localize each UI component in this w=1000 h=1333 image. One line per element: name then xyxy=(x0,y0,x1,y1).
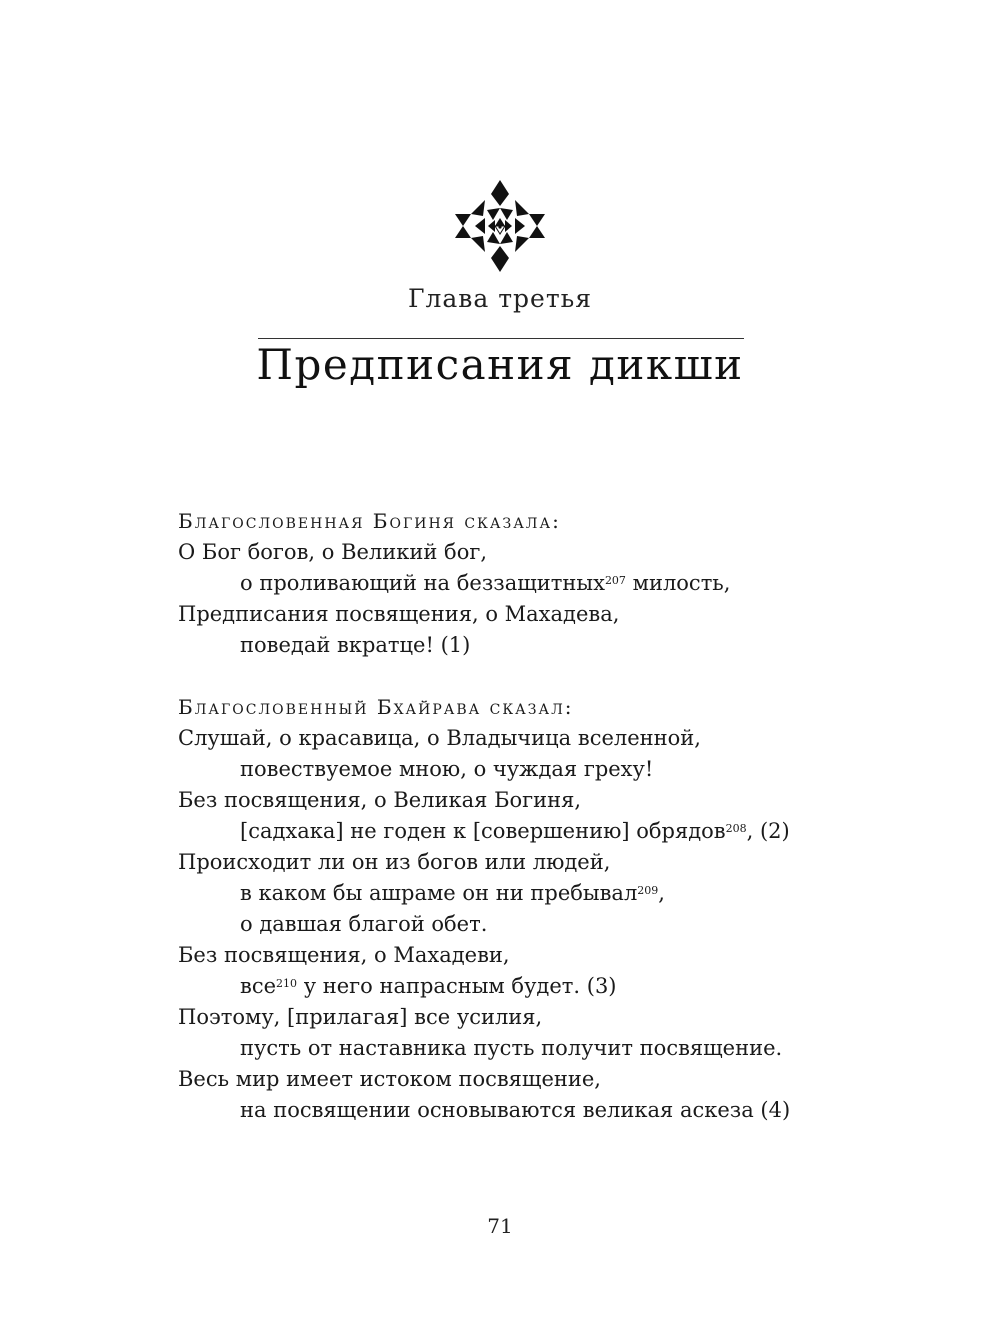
sri-yantra-icon xyxy=(455,180,545,272)
verse-line-text-after: у него напрасным будет. (3) xyxy=(297,974,617,998)
verse-line xyxy=(178,1002,878,1033)
verse-line xyxy=(178,568,878,599)
verse-block xyxy=(178,692,878,1126)
verse-line xyxy=(178,754,878,785)
verse-block xyxy=(178,506,878,661)
footnote-marker: 208 xyxy=(725,822,747,835)
verse-line-text: О Бог богов, о Великий бог, xyxy=(178,540,488,564)
verse-line xyxy=(178,909,878,940)
chapter-label: Глава третья xyxy=(407,284,593,313)
verse-line-text: Поэтому, [прилагая] все усилия, xyxy=(178,1005,543,1029)
footnote-marker: 207 xyxy=(604,574,626,587)
verse-line-text: о проливающий на беззащитных xyxy=(240,571,605,595)
verse-line-text: Предписания посвящения, о Махадева, xyxy=(178,602,620,626)
verse-line xyxy=(178,599,878,630)
verse-line xyxy=(178,878,878,909)
verse-line-text: поведай вкратце! (1) xyxy=(240,633,471,657)
verse-line-text: на посвящении основываются великая аскеза (4) xyxy=(240,1098,791,1122)
title-divider xyxy=(258,338,744,339)
verse-line xyxy=(178,1095,878,1126)
footnote-marker: 210 xyxy=(276,977,298,990)
verse-line xyxy=(178,940,878,971)
verse-line-text: повествуемое мною, о чуждая греху! xyxy=(240,757,654,781)
page-number: 71 xyxy=(487,1214,513,1238)
verse-line-text-after: , xyxy=(658,881,665,905)
footnote-marker: 209 xyxy=(637,884,659,897)
verse-line xyxy=(178,847,878,878)
verse-line xyxy=(178,630,878,661)
verse-line xyxy=(178,1033,878,1064)
verse-line-text-after: милость, xyxy=(625,571,731,595)
verse-line xyxy=(178,723,878,754)
verse-line-text: Происходит ли он из богов или людей, xyxy=(178,850,611,874)
speaker-heading: Благословенная Богиня сказала: xyxy=(178,509,561,533)
verse-line xyxy=(178,785,878,816)
verse-line-text: в каком бы ашраме он ни пребывал xyxy=(240,881,638,905)
verse-line-text: Без посвящения, о Махадеви, xyxy=(178,943,510,967)
verse-line xyxy=(178,971,878,1002)
verse-line-text: пусть от наставника пусть получит посвящение. xyxy=(240,1036,783,1060)
verse-line xyxy=(178,537,878,568)
speaker-heading: Благословенный Бхайрава сказал: xyxy=(178,695,574,719)
verse-line-text: Без посвящения, о Великая Богиня, xyxy=(178,788,582,812)
verse-line-text: все xyxy=(240,974,277,998)
verse-line-text: Весь мир имеет истоком посвящение, xyxy=(178,1067,601,1091)
verse-line xyxy=(178,816,878,847)
verse-line-text: Слушай, о красавица, о Владычица вселенной, xyxy=(178,726,701,750)
verse-line xyxy=(178,1064,878,1095)
verse-line-text-after: , (2) xyxy=(746,819,790,843)
verse-text xyxy=(178,506,878,1157)
verse-line-text: [садхака] не годен к [совершению] обрядов xyxy=(240,819,726,843)
verse-line-text: о давшая благой обет. xyxy=(240,912,488,936)
chapter-title: Предписания дикши xyxy=(256,340,744,389)
